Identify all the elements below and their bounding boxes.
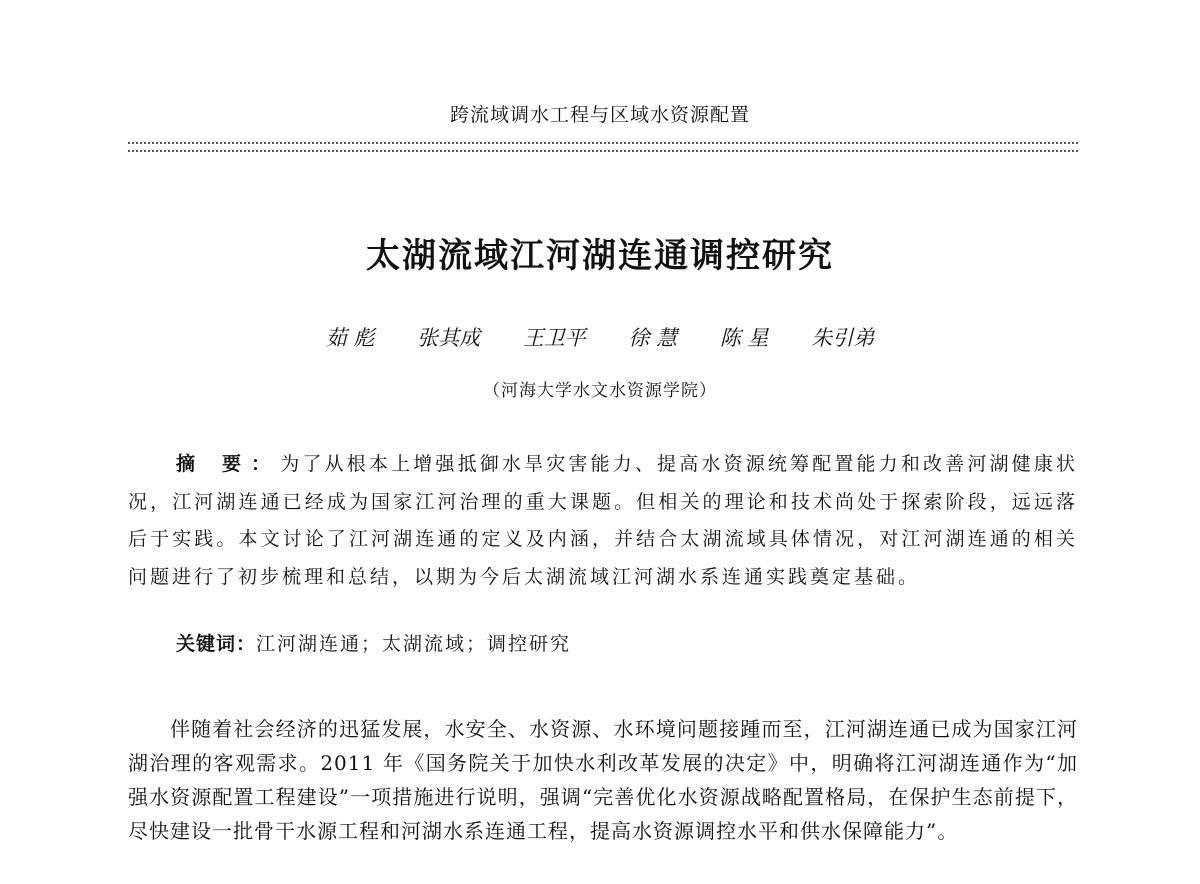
abstract-text: 为了从根本上增强抵御水旱灾害能力、提高水资源统筹配置能力和改善河湖健康状况，江河湖连通已经成为国家江河治理的重大课题。但相关的理论和技术尚处于探索阶段，远远落后于实践。本文讨论了江河湖连通的定义及内涵，并结合太湖流域具体情况，对江河湖连通的相关问题进行了初步梳理和总结，以期为今后太湖流域江河湖水系连通实践奠定基础。 <box>128 453 1078 588</box>
paper-title: 太湖流域江河湖连通调控研究 <box>366 236 834 276</box>
author-list <box>0 322 1200 352</box>
abstract-label: 摘 要： <box>176 453 281 475</box>
abstract <box>128 446 1078 596</box>
body-paragraph: 伴随着社会经济的迅猛发展，水安全、水资源、水环境问题接踵而至，江河湖连通已成为国家江河湖治理的客观需求。2011 年《国务院关于加快水利改革发展的决定》中，明确将江河湖连通作为“加强水资源配置工程建设”一项措施进行说明，强调“完善优化水资源战略配置格局，在保护生态前提下，尽快建设一批骨干水源工程和河湖水系连通工程，提高水资源调控水平和供水保障能力”。 <box>128 717 1078 843</box>
keywords <box>176 626 1076 663</box>
header-divider <box>128 142 1078 152</box>
author-name: 茹 彪 <box>325 326 375 350</box>
keywords-text: 江河湖连通；太湖流域；调控研究 <box>256 633 572 655</box>
author-name: 王卫平 <box>522 326 586 350</box>
author-name: 陈 星 <box>719 326 769 350</box>
running-header: 跨流域调水工程与区域水资源配置 <box>449 104 750 126</box>
author-name: 张其成 <box>417 326 481 350</box>
affiliation: （河海大学水文水资源学院） <box>483 381 717 401</box>
author-name: 朱引弟 <box>811 326 875 350</box>
keywords-label: 关键词： <box>176 633 257 655</box>
author-name: 徐 慧 <box>628 326 678 350</box>
